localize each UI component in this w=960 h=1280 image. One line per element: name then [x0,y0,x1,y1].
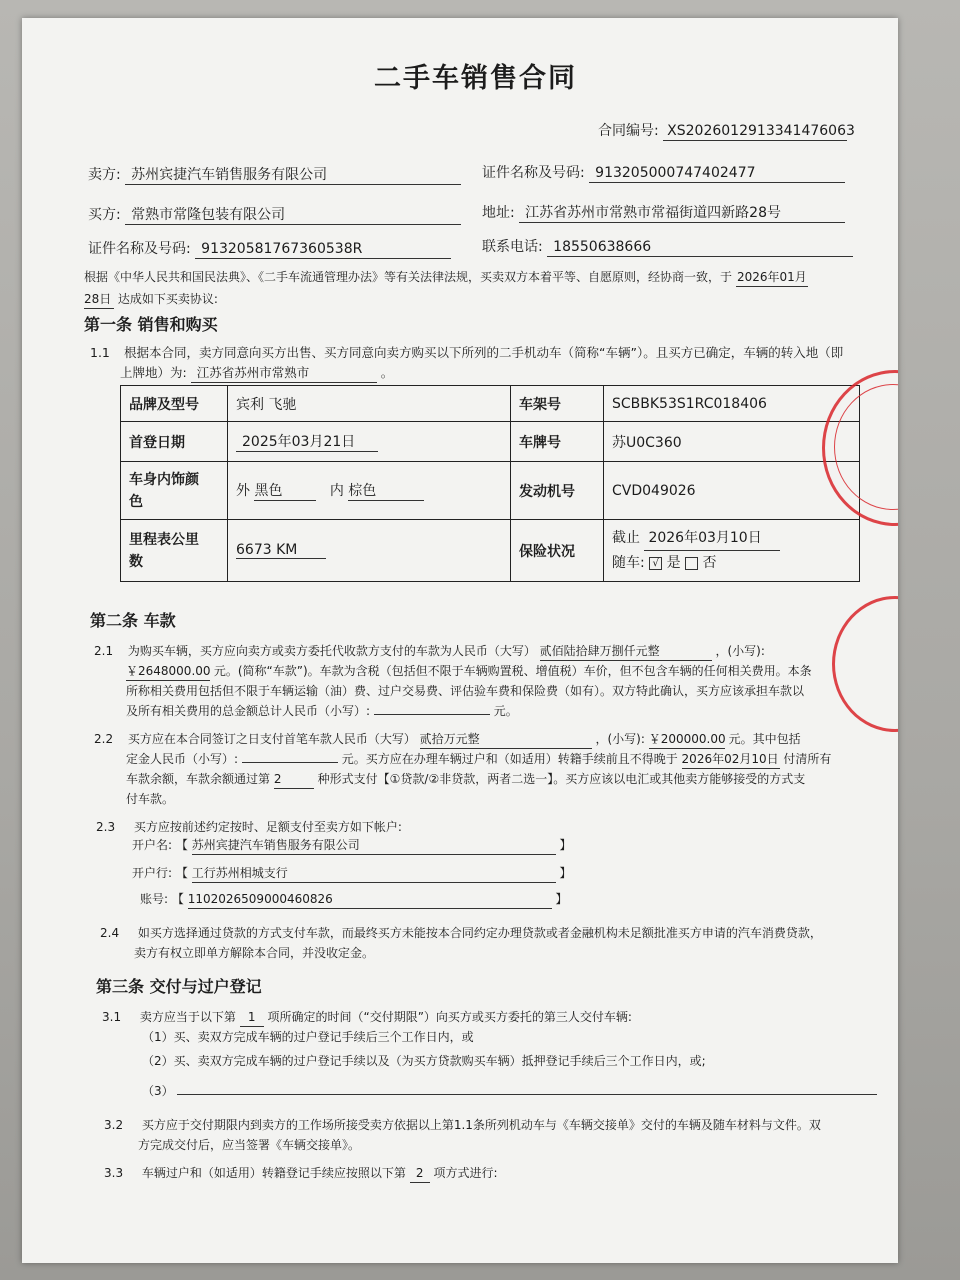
clause-number: 3.1 [102,1010,122,1024]
address-label: 地址: [482,205,515,221]
insurance-label: 保险状况 [511,520,604,582]
article-3-title: 第三条 交付与过户登记 [96,977,262,996]
clause-text: 如买方选择通过贷款的方式支付车款，而最终买方未能按本合同约定办理贷款或者金融机构未足额批准买方申请的汽车消费贷款， [137,926,822,940]
account-number-row [140,890,568,909]
clause-2-2-line3 [126,770,805,789]
seller-id-row [482,164,845,183]
total-amount-blank [374,714,490,715]
plate-label: 车牌号 [511,422,604,462]
contract-number [598,122,855,141]
clause-2-1-line3: 所称相关费用包括但不限于车辆运输（油）费、过户交易费、评估验车费和保险费（如有）。双方特此确认，买方应该承担车款以 [126,684,805,698]
yes-label: 是 [666,555,681,571]
phone-value: 18550638666 [547,238,853,257]
clause-text: 元。(简称“车款”)。车款为含税（包括但不限于车辆购置税、增值税）车价，但不包含车辆的任何相关费用。本条 [213,664,812,678]
first-payment-uppercase: 贰拾万元整 [420,730,592,749]
clause-text: 为购买车辆，买方应向卖方或卖方委托代收款方支付的车款为人民币（大写） [127,644,536,658]
intro-line-1 [84,268,808,287]
bracket-open: 【 [175,838,188,852]
account-number-label: 账号: [140,892,169,906]
clause-3-2-line2: 方完成交付后，应当签署《车辆交接单》。 [138,1138,361,1152]
clause-number: 3.2 [104,1118,124,1132]
clause-text: 。 [380,365,394,380]
odometer-value: 6673 KM [236,542,326,559]
clause-number: 3.3 [104,1166,124,1180]
bracket-open: 【 [171,892,184,906]
color-label-text: 车身内饰颜 [129,471,199,488]
seller-row [88,166,461,185]
delivery-option-number: 1 [240,1008,264,1027]
buyer-name: 常熟市常隆包装有限公司 [125,206,461,225]
option-3-blank [177,1094,877,1095]
insurance-until-label: 截止 [612,530,640,546]
color-label [121,462,228,520]
color-values [228,462,511,520]
clause-text: 买方应于交付期限内到卖方的工作场所接受卖方依据以上第1.1条所列机动车与《车辆交接单》交付的车辆及随车材料与文件。双 [141,1118,821,1132]
bracket-close: 】 [559,838,572,852]
plate-value: 苏U0C360 [604,422,860,462]
clause-2-1 [94,642,765,661]
engine-value: CVD049026 [604,462,860,520]
intro-text-2: 达成如下买卖协议: [117,292,218,306]
clause-text: 种形式支付【①贷款/②非贷款，两者二选一】。买方应该以电汇或其他卖方能够接受的方式支 [317,772,806,786]
clause-number: 2.2 [94,732,114,746]
bracket-close: 】 [555,892,568,906]
account-name-label: 开户名: [132,838,173,852]
clause-text: 根据本合同，卖方同意向买方出售、买方同意向卖方购买以下所列的二手机动车（简称“车辆”）。且买方已确定，车辆的转入地（即 [123,345,844,360]
clause-text: 元。 [493,704,518,718]
address-row [482,204,845,223]
intro-date-day: 28日 [84,290,114,309]
brand-label: 品牌及型号 [121,386,228,422]
reg-date-value: 2025年03月21日 [236,431,378,452]
phone-label: 联系电话: [482,239,543,255]
clause-text: 车款余额，车款余额通过第 [126,772,271,786]
payment-method-number: 2 [274,770,314,789]
insurance-until-date: 2026年03月10日 [644,526,780,551]
clause-text: 买方应在本合同签订之日支付首笔车款人民币（大写） [127,732,416,746]
account-number-value: 1102026509000460826 [188,890,552,909]
brand-value: 宾利 飞驰 [228,386,511,422]
clause-text: 及所有相关费用的总金额总计人民币（小写）: [126,704,371,718]
clause-3-3 [104,1164,498,1183]
clause-1-1-line2 [120,364,393,383]
bracket-open: 【 [175,866,188,880]
odometer-label [121,520,228,582]
buyer-id-value: 91320581767360538R [195,240,451,259]
first-payment-lowercase: ￥200000.00 [649,730,725,749]
clause-2-4-line2: 卖方有权立即单方解除本合同，并没收定金。 [134,946,375,960]
no-label: 否 [702,555,717,571]
article-1-title: 第一条 销售和购买 [84,315,218,334]
price-lowercase: ￥2648000.00 [126,662,210,681]
clause-number: 1.1 [90,345,110,360]
buyer-address: 江苏省苏州市常熟市常福街道四新路28号 [519,204,845,223]
clause-number: 2.3 [96,820,116,834]
account-name-row [132,836,572,855]
clause-text: 上牌地）为: [120,365,187,380]
clause-text: 元。其中包括 [728,732,801,746]
clause-text: ，(小写): [715,644,765,658]
buyer-row [88,206,461,225]
clause-text: 定金人民币（小写）: [126,752,239,766]
odometer-label-text: 里程表公里 [129,531,199,548]
yes-checkbox[interactable]: √ [649,557,662,570]
buyer-id-row [88,240,451,259]
clause-text: 项方式进行: [433,1166,498,1180]
exterior-color: 黑色 [254,480,316,501]
clause-2-2-line4: 付车款。 [126,792,175,806]
vehicle-info-table [120,385,860,582]
buyer-id-label: 证件名称及号码: [88,241,191,257]
seller-id-value: 913205000747402477 [589,164,845,183]
clause-text: 付清所有 [783,752,832,766]
clause-3-2 [104,1116,821,1134]
interior-label: 内 [329,483,344,499]
seller-label: 卖方: [88,167,121,183]
clause-1-1 [90,344,843,362]
account-bank-row [132,864,572,883]
seller-name: 苏州宾捷汽车销售服务有限公司 [125,166,461,185]
company-seal-stamp-2 [832,596,898,732]
vin-label: 车架号 [511,386,604,422]
no-checkbox[interactable] [685,557,698,570]
clause-3-1-option-2: （2）买、卖双方完成车辆的过户登记手续以及（为买方贷款购买车辆）抵押登记手续后三个工作日内，或; [142,1054,706,1068]
engine-label: 发动机号 [511,462,604,520]
clause-text: 元。买方应在办理车辆过户和（如适用）转籍手续前且不得晚于 [341,752,678,766]
vin-value: SCBBK53S1RC018406 [604,386,860,422]
color-label-text-2: 色 [129,493,143,510]
document-title: 二手车销售合同 [374,63,577,94]
clause-2-1-line4 [126,702,518,720]
article-2-title: 第二条 车款 [90,611,176,630]
clause-text: ，(小写): [595,732,645,746]
clause-2-3 [96,818,402,836]
clause-text: 项所确定的时间（“交付期限”）向买方或买方委托的第三人交付车辆: [267,1010,632,1024]
with-car-label: 随车: [612,555,645,571]
exterior-label: 外 [236,483,250,499]
clause-text: 卖方应当于以下第 [139,1010,236,1024]
clause-text: 买方应按前述约定按时、足额支付至卖方如下帐户: [133,820,402,834]
contract-page [22,18,898,1263]
registration-place: 江苏省苏州市常熟市 [191,364,377,383]
phone-row [482,238,853,257]
clause-2-4 [100,924,822,942]
clause-text: 车辆过户和（如适用）转籍登记手续应按照以下第 [141,1166,406,1180]
clause-3-1 [102,1008,632,1027]
option-3-label: （3） [142,1084,174,1098]
deposit-blank [242,762,338,763]
insurance-values [604,520,860,582]
balance-deadline: 2026年02月10日 [682,750,780,769]
transfer-option-number: 2 [410,1164,430,1183]
account-bank-value: 工行苏州相城支行 [192,864,556,883]
contract-number-value: XS2026012913341476063 [663,122,847,141]
buyer-label: 买方: [88,207,121,223]
clause-2-2 [94,730,801,749]
intro-line-2 [84,290,218,309]
clause-2-2-line2 [126,750,831,769]
intro-date: 2026年01月 [736,268,808,287]
clause-2-1-line2 [126,662,812,681]
contract-number-label: 合同编号: [598,123,659,139]
seller-id-label: 证件名称及号码: [482,165,585,181]
odometer-label-text-2: 数 [129,553,143,570]
price-uppercase: 贰佰陆拾肆万捌仟元整 [540,642,712,661]
reg-date-label: 首登日期 [121,422,228,462]
intro-text: 根据《中华人民共和国民法典》、《二手车流通管理办法》等有关法律法规，买卖双方本着平等、自愿原则，经协商一致，于 [84,270,733,284]
account-bank-label: 开户行: [132,866,173,880]
clause-number: 2.4 [100,926,120,940]
clause-3-1-option-3 [142,1082,877,1100]
interior-color: 棕色 [348,480,424,501]
clause-number: 2.1 [94,644,114,658]
clause-3-1-option-1: （1）买、卖双方完成车辆的过户登记手续后三个工作日内，或 [142,1030,474,1044]
bracket-close: 】 [559,866,572,880]
account-name-value: 苏州宾捷汽车销售服务有限公司 [192,836,556,855]
